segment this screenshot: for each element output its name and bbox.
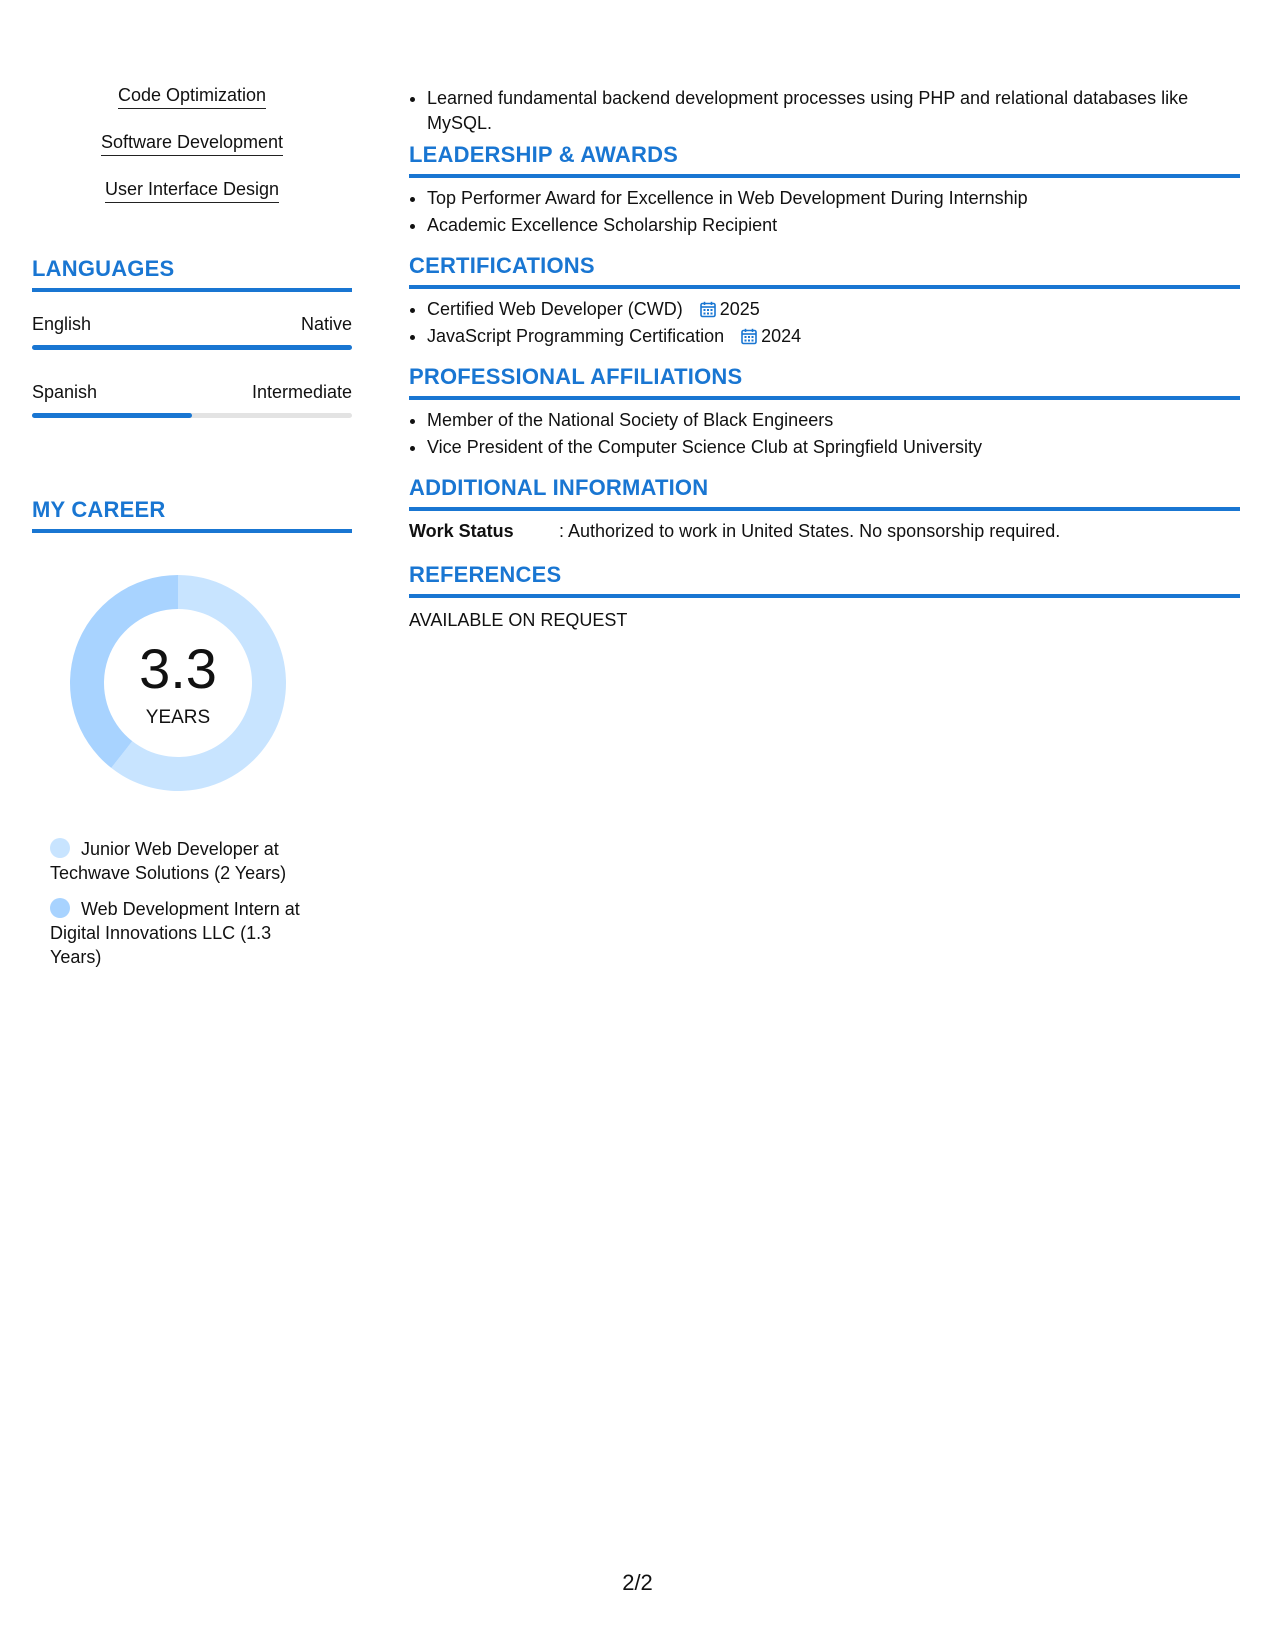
calendar-icon: [700, 301, 716, 318]
leadership-list: [409, 186, 1240, 238]
additional-info-heading: ADDITIONAL INFORMATION: [409, 475, 1240, 511]
skill-item: Software Development: [101, 131, 283, 156]
list-item: • Academic Excellence Scholarship Recipient: [427, 213, 1240, 238]
language-row: [32, 314, 352, 335]
list-item: [427, 297, 1240, 322]
language-row: [32, 382, 352, 403]
legend-label: Junior Web Developer at Techwave Solutions (2 Years): [50, 839, 287, 883]
languages-section: [32, 256, 352, 418]
additional-info-section: [409, 475, 1240, 542]
total-years-value: 3.3: [139, 637, 217, 700]
references-text: AVAILABLE ON REQUEST: [409, 610, 628, 630]
references-section: [409, 562, 1240, 631]
certifications-section: [409, 253, 1240, 351]
legend-dot: [50, 838, 70, 858]
total-years-unit: YEARS: [145, 707, 211, 728]
certification-year: 2025: [719, 299, 760, 319]
career-legend: [50, 837, 320, 981]
legend-item: [50, 897, 320, 969]
education-bullets: [409, 86, 1240, 136]
language-level: Intermediate: [251, 382, 352, 402]
affiliations-section: [409, 364, 1240, 462]
work-status-row: [409, 521, 1240, 542]
affiliations-list: [409, 408, 1240, 460]
calendar-icon: [741, 328, 757, 345]
work-status-value: : Authorized to work in United States. No sponsorship required.: [559, 521, 1061, 541]
list-item: [427, 324, 1240, 349]
work-status-label: Work Status: [409, 521, 514, 541]
certification-name: JavaScript Programming Certification: [427, 326, 725, 346]
list-item: • Learned fundamental backend development processes using PHP and relational databases like MySQL.: [427, 86, 1240, 136]
languages-heading: LANGUAGES: [32, 256, 352, 292]
list-item: • Member of the National Society of Black Engineers: [427, 408, 1240, 433]
skill-item: User Interface Design: [105, 178, 279, 203]
language-name: Spanish: [32, 382, 98, 402]
legend-dot: [50, 898, 70, 918]
leadership-heading: LEADERSHIP & AWARDS: [409, 142, 1240, 178]
certifications-heading: CERTIFICATIONS: [409, 253, 1240, 289]
certification-name: Certified Web Developer (CWD): [427, 299, 683, 319]
skills-list: [32, 84, 352, 225]
certification-year: 2024: [761, 326, 802, 346]
skill-item: Code Optimization: [118, 84, 266, 109]
legend-item: [50, 837, 320, 885]
career-donut-chart: [64, 569, 292, 797]
education-continued: [409, 78, 1240, 138]
leadership-section: [409, 142, 1240, 240]
career-section: [32, 497, 352, 967]
donut-center: [64, 569, 292, 797]
career-heading: MY CAREER: [32, 497, 352, 533]
language-level-fill: [32, 413, 192, 418]
legend-label: Web Development Intern at Digital Innovations LLC (1.3 Years): [50, 899, 300, 967]
affiliations-heading: PROFESSIONAL AFFILIATIONS: [409, 364, 1240, 400]
language-level-bar: [32, 413, 352, 418]
language-level: Native: [300, 314, 352, 334]
certifications-list: [409, 297, 1240, 349]
language-level-fill: [32, 345, 352, 350]
list-item: • Top Performer Award for Excellence in Web Development During Internship: [427, 186, 1240, 211]
references-heading: REFERENCES: [409, 562, 1240, 598]
page-number: 2/2: [622, 1570, 653, 1595]
list-item: • Vice President of the Computer Science Club at Springfield University: [427, 435, 1240, 460]
language-name: English: [32, 314, 92, 334]
language-level-bar: [32, 345, 352, 350]
